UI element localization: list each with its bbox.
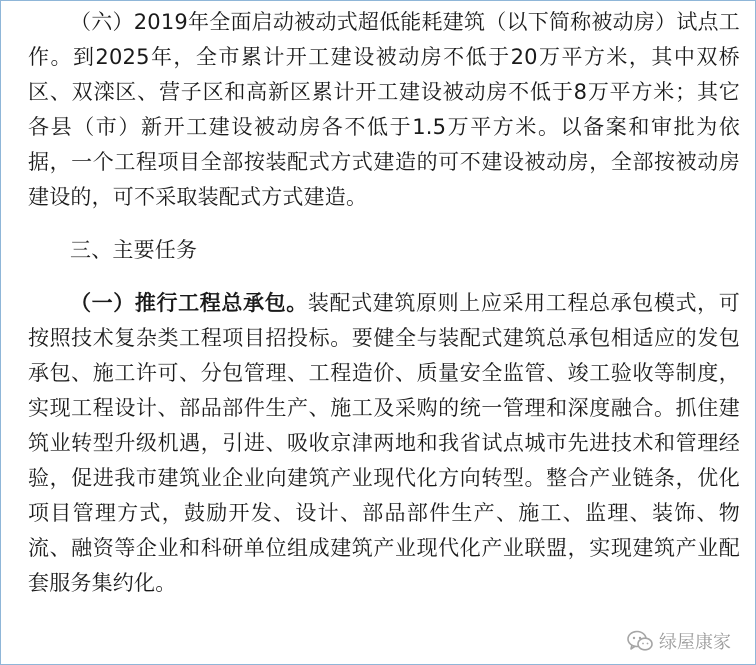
watermark [627, 628, 731, 654]
section-heading: 三、主要任务 [70, 238, 198, 262]
wechat-icon [627, 630, 653, 652]
paragraph-lead-title: （一）推行工程总承包。 [70, 291, 308, 315]
paragraph-passive-house: （六）2019年全面启动被动式超低能耗建筑（以下简称被动房）试点工作。到2025年，全市累计开工建设被动房不低于20万平方米，其中双桥区、双滦区、营子区和高新区累计开工建设被动房不低于8万平方米；其它各县（市）新开工建设被动房各不低于1.5万平方米。以备案和审批为依据，一个工程项目全部按装配式方式建造的可不建设被动房，全部按被动房建设的，可不采取装配式方式建造。 [28, 10, 740, 209]
watermark-text: 绿屋康家 [659, 632, 731, 653]
paragraph-body-text: 装配式建筑原则上应采用工程总承包模式，可按照技术复杂类工程项目招投标。要健全与装配式建筑总承包相适应的发包承包、施工许可、分包管理、工程造价、质量安全监管、竣工验收等制度，实现工程设计、部品部件生产、施工及采购的统一管理和深度融合。抓住建筑业转型升级机遇，引进、吸收京津两地和我省试点城市先进技术和管理经验，促进我市建筑业企业向建筑产业现代化方向转型。整合产业链条，优化项目管理方式，鼓励开发、设计、部品部件生产、施工、监理、装饰、物流、融资等企业和科研单位组成建筑产业现代化产业联盟，实现建筑产业配套服务集约化。 [28, 291, 741, 595]
paragraph-general-contracting [28, 286, 740, 601]
document-body [28, 5, 740, 601]
